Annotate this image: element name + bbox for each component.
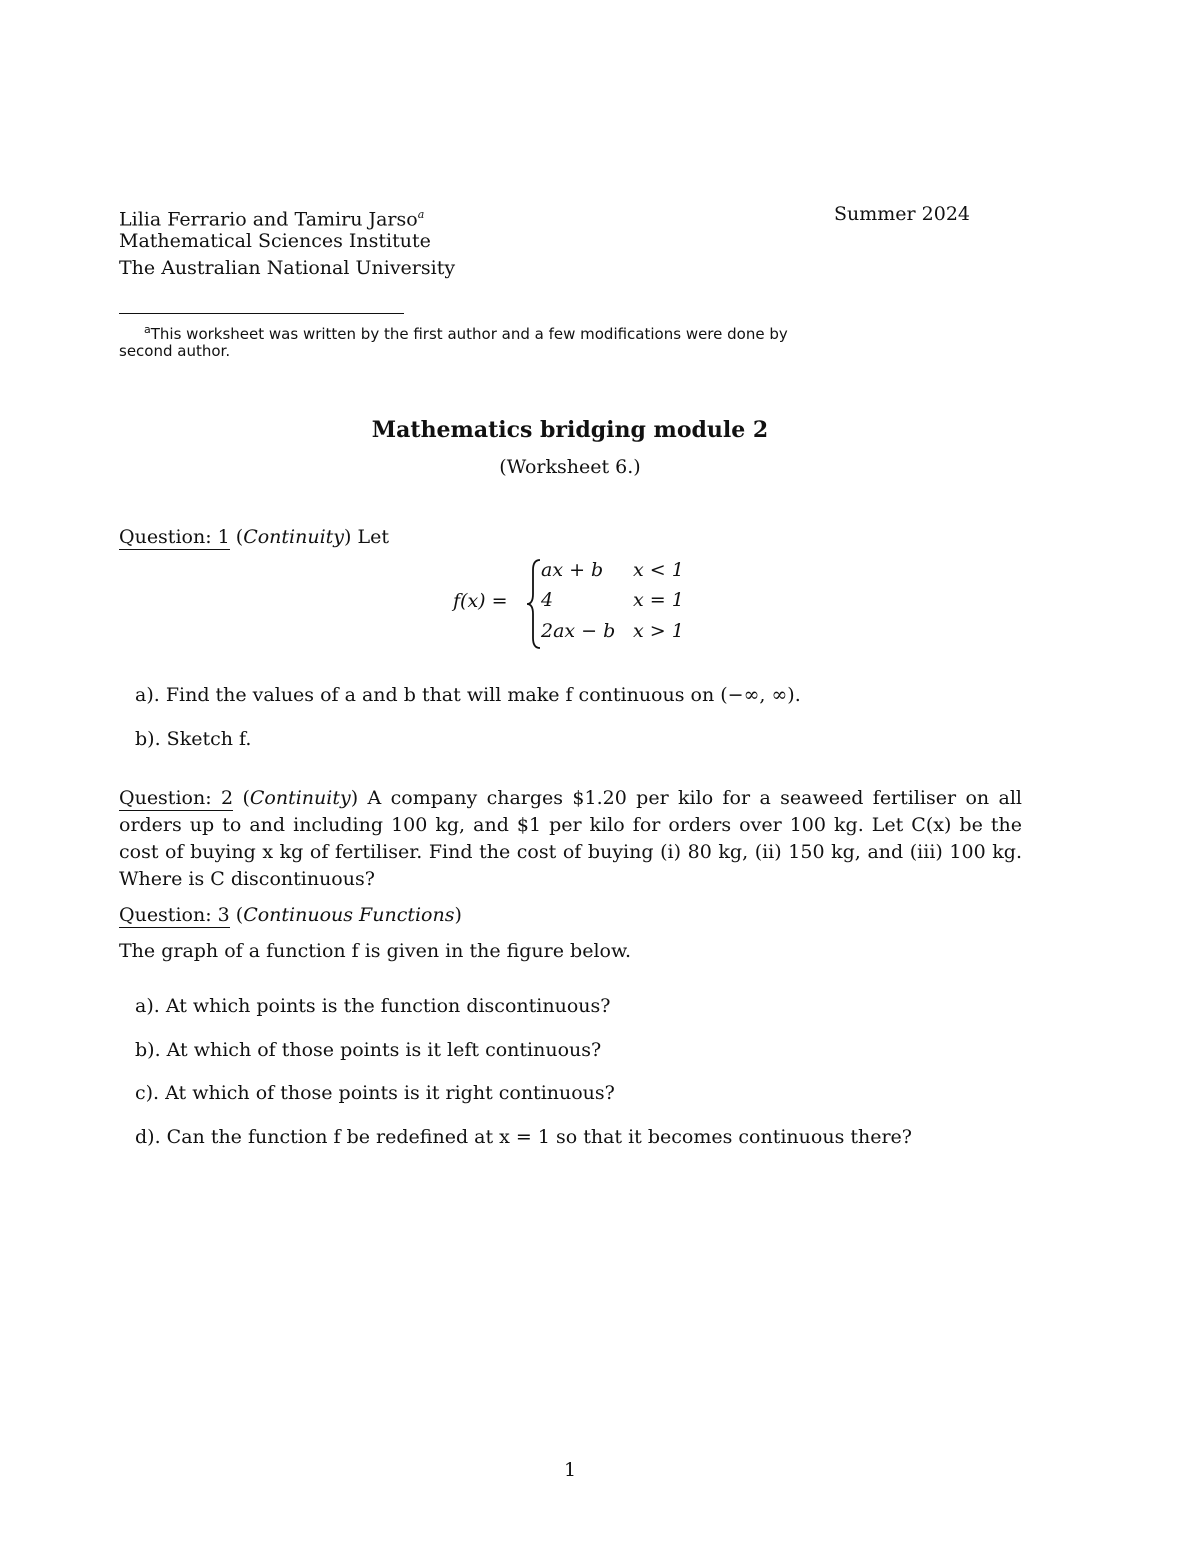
q1-label: Question: 1: [119, 526, 230, 548]
footnote-marker: a: [417, 208, 425, 221]
q2-text: A company charges $1.20 per kilo for a seaweed fertiliser on all orders up to and including 100 kg, and $1 per kilo for orders over 100 kg. Let C(x) be the cost of buying x kg of fertiliser. Find the cost of buying (i) 80 kg, (ii) 150 kg, and (iii) 100 kg. Where is C discontinuous?: [119, 787, 1022, 890]
q1-case-3-cond: x > 1: [633, 620, 684, 642]
q1-case-2-expr: 4: [541, 589, 554, 611]
q3-heading: Question: 3 (Continuous Functions): [119, 904, 462, 926]
page-title: Mathematics bridging module 2: [371, 417, 769, 443]
q3-intro: The graph of a function f is given in the figure below.: [119, 940, 632, 962]
q3-item-b-text: At which of those points is it left continuous?: [166, 1039, 602, 1061]
q3-item-a-text: At which points is the function discontinuous?: [165, 995, 611, 1017]
page-subtitle: (Worksheet 6.): [499, 456, 641, 478]
q1-item-a-label: a).: [135, 684, 160, 706]
q2-paragraph: Question: 2 (Continuity) A company charges $1.20 per kilo for a seaweed fertiliser on all orders up to and including 100 kg, and $1 per kilo for orders over 100 kg. Let C(x) be the cost of buying x kg of fertiliser. Find the cost of buying (i) 80 kg, (ii) 150 kg, and (iii) 100 kg. Where is C discontinuous?: [119, 787, 1022, 890]
q1-item-b: [135, 726, 251, 753]
q2-topic: Continuity: [249, 787, 351, 809]
q1-heading: Question: 1 (Continuity) Let: [119, 526, 389, 548]
date: Summer 2024: [834, 203, 971, 225]
q3-item-b: [135, 1037, 601, 1064]
q1-case-3-expr: 2ax − b: [541, 620, 616, 642]
q3-item-c-label: c).: [135, 1082, 160, 1104]
q3-item-b-label: b).: [135, 1039, 161, 1061]
q3-item-d-label: d).: [135, 1126, 161, 1148]
q3-item-d: [135, 1124, 912, 1151]
q3-topic: Continuous Functions: [243, 904, 455, 926]
footnote-rule: [119, 313, 404, 314]
q1-case-1-cond: x < 1: [633, 559, 684, 581]
q3-label: Question: 3: [119, 904, 230, 926]
q1-item-a: [135, 682, 801, 709]
footnote-line-1: [144, 319, 788, 345]
q1-intro: Let: [357, 526, 389, 548]
q3-item-c-text: At which of those points is it right continuous?: [165, 1082, 615, 1104]
university: The Australian National University: [119, 257, 456, 279]
page-number: 1: [563, 1459, 577, 1481]
q1-case-1-expr: ax + b: [541, 559, 604, 581]
authors: Lilia Ferrario and Tamiru Jarso: [119, 208, 418, 231]
q1-item-b-label: b).: [135, 728, 161, 750]
q3-item-d-text: Can the function f be redefined at x = 1 so that it becomes continuous there?: [166, 1126, 912, 1148]
q2-label: Question: 2: [119, 787, 234, 809]
q1-topic: Continuity: [243, 526, 345, 548]
institute: Mathematical Sciences Institute: [119, 230, 431, 252]
q1-function-lhs: f(x) =: [453, 590, 508, 612]
q1-case-2-cond: x = 1: [633, 589, 684, 611]
q1-item-a-text: Find the values of a and b that will make f continuous on (−∞, ∞).: [165, 684, 801, 706]
q3-item-a-label: a).: [135, 995, 160, 1017]
footnote-mark: a: [144, 323, 151, 336]
q3-item-c: [135, 1080, 615, 1107]
footnote-text-1: This worksheet was written by the first author and a few modifications were done by: [150, 325, 788, 343]
q3-item-a: [135, 993, 610, 1020]
q1-item-b-text: Sketch f.: [166, 728, 252, 750]
footnote-line-2: second author.: [119, 342, 231, 360]
